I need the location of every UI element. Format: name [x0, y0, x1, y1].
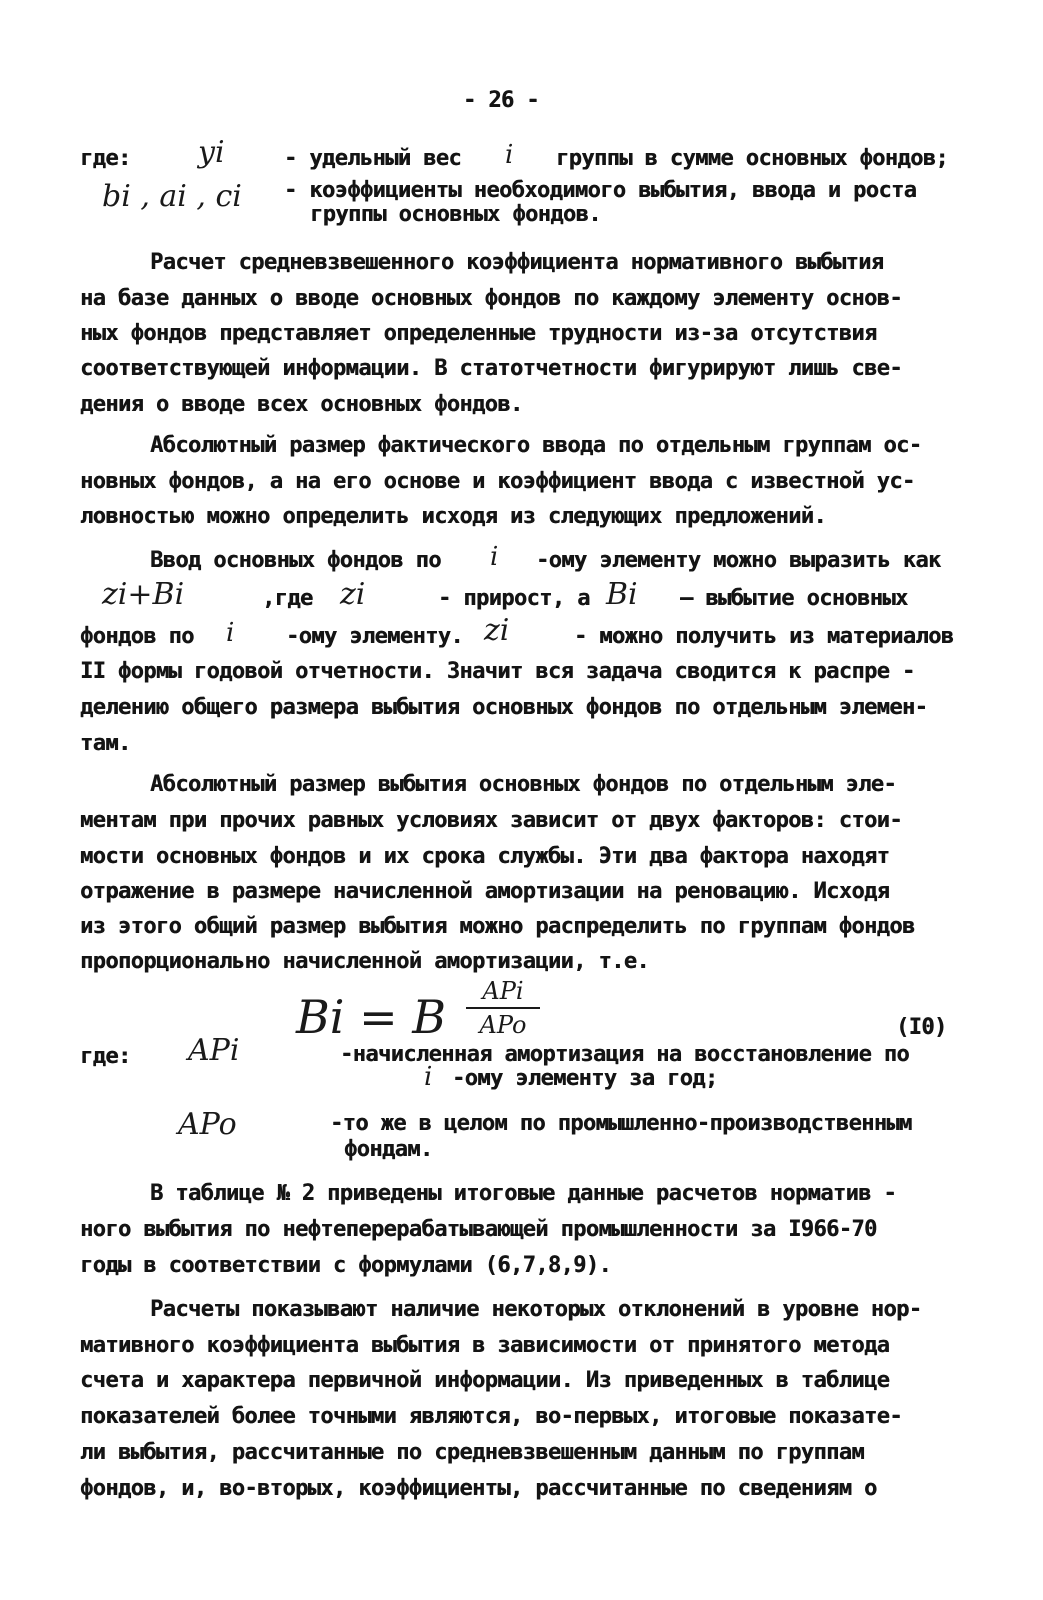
para6-line: ли выбытия, рассчитанные по средневзвешенным данным по группам	[80, 1440, 864, 1465]
definition-y-text-2: группы в сумме основных фондов;	[556, 146, 948, 171]
para1-line: соответствующей информации. В статотчетности фигурируют лишь све-	[80, 356, 902, 381]
definition-apo-line-1: -то же в целом по промышленно-производственным	[330, 1111, 912, 1136]
para3-line-3a: фондов по	[80, 624, 194, 649]
symbol-b-i: Bi	[606, 577, 638, 612]
para2-line: новных фондов, а на его основе и коэффициент ввода с известной ус-	[80, 469, 915, 494]
para5-line: ного выбытия по нефтеперерабатывающей промышленности за I966-70	[80, 1217, 877, 1242]
formula-lhs: Bi = B	[296, 990, 447, 1044]
page-number: - 26 -	[463, 88, 539, 113]
para3-line-6: там.	[80, 731, 131, 756]
para3-line-3b: -ому элементу.	[286, 624, 464, 649]
definition-y-text: - удельный вес	[284, 146, 462, 171]
para6-line: счета и характера первичной информации. Из приведенных в таблице	[80, 1368, 890, 1393]
para4-line: ментам при прочих равных условиях зависит от двух факторов: стои-	[80, 808, 902, 833]
formula-number: (I0)	[896, 1015, 947, 1040]
symbol-z-plus-b: zi+Bi	[102, 577, 185, 612]
symbol-i: i	[424, 1062, 433, 1092]
para4-line: мости основных фондов и их срока службы. Эти два фактора находят	[80, 844, 890, 869]
para1-line: ных фондов представляет определенные трудности из-за отсутствия	[80, 321, 877, 346]
para3-line-2b: - прирост, а	[438, 586, 590, 611]
para5-line: В таблице № 2 приведены итоговые данные расчетов норматив -	[150, 1181, 897, 1206]
where-label: где:	[80, 146, 131, 171]
definition-bac-line-2: группы основных фондов.	[310, 202, 601, 227]
fraction-bar	[466, 1007, 540, 1009]
para3-line-1b: -ому элементу можно выразить как	[536, 548, 941, 573]
para3-line-2a: ,где	[262, 586, 313, 611]
para6-line: фондов, и, во-вторых, коэффициенты, рассчитанные по сведениям о	[80, 1476, 877, 1501]
para1-line: дения о вводе всех основных фондов.	[80, 392, 523, 417]
para1-line: Расчет средневзвешенного коэффициента нормативного выбытия	[150, 250, 884, 275]
para3-line-3c: - можно получить из материалов	[574, 624, 954, 649]
symbol-y-i: yi	[198, 135, 225, 170]
definition-api-line-2: -ому элементу за год;	[452, 1066, 718, 1091]
para4-line: Абсолютный размер выбытия основных фондов по отдельным эле-	[150, 772, 897, 797]
symbol-z-i: zi	[484, 613, 510, 648]
symbol-ap-o: APo	[178, 1107, 237, 1142]
para5-line: годы в соответствии с формулами (6,7,8,9).	[80, 1253, 612, 1278]
para6-line: мативного коэффициента выбытия в зависимости от принятого метода	[80, 1333, 890, 1358]
definition-bac-line-1: - коэффициенты необходимого выбытия, ввода и роста	[284, 178, 917, 203]
para4-line: отражение в размере начисленной амортизации на реновацию. Исходя	[80, 879, 890, 904]
formula-10	[296, 972, 576, 1042]
symbol-i: i	[505, 140, 514, 170]
para4-line: из этого общий размер выбытия можно распределить по группам фондов	[80, 914, 915, 939]
definition-apo-line-2: фондам.	[344, 1137, 433, 1162]
para6-line: показателей более точными являются, во-первых, итоговые показате-	[80, 1404, 902, 1429]
para3-line-2c: — выбытие основных	[680, 586, 908, 611]
para4-line: пропорционально начисленной амортизации, т.е.	[80, 949, 650, 974]
para2-line: Абсолютный размер фактического ввода по отдельным группам ос-	[150, 433, 922, 458]
symbol-b-a-c: bi , ai , ci	[102, 179, 242, 214]
formula-denominator: APo	[479, 1011, 527, 1039]
symbol-z-i: zi	[340, 577, 366, 612]
where-label: где:	[80, 1044, 131, 1069]
para3-line-1a: Ввод основных фондов по	[150, 548, 441, 573]
formula-numerator: APi	[482, 977, 524, 1005]
symbol-i: i	[490, 542, 499, 572]
para2-line: ловностью можно определить исходя из следующих предложений.	[80, 504, 827, 529]
para3-line-4: II формы годовой отчетности. Значит вся задача сводится к распре -	[80, 659, 915, 684]
definition-api-line-1: -начисленная амортизация на восстановление по	[340, 1042, 910, 1067]
para6-line: Расчеты показывают наличие некоторых отклонений в уровне нор-	[150, 1297, 922, 1322]
symbol-ap-i: APi	[188, 1033, 240, 1068]
symbol-i: i	[226, 618, 235, 648]
para1-line: на базе данных о вводе основных фондов по каждому элементу основ-	[80, 286, 902, 311]
para3-line-5: делению общего размера выбытия основных фондов по отдельным элемен-	[80, 695, 928, 720]
